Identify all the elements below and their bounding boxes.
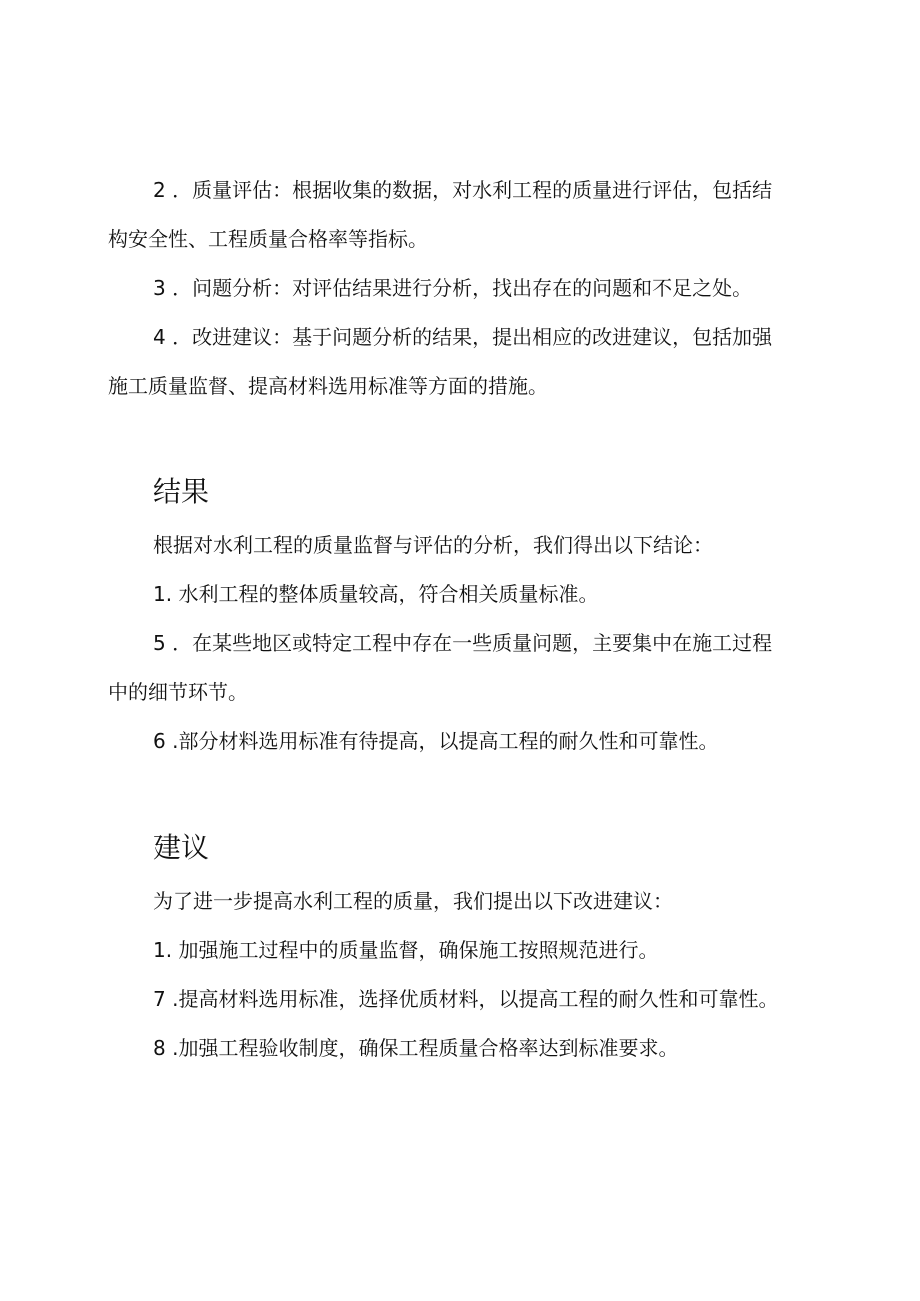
results-intro-text: 根据对水利工程的质量监督与评估的分析，我们得出以下结论： bbox=[153, 533, 713, 557]
suggestions-heading: 建议 bbox=[153, 831, 210, 864]
suggestions-item-7-line1: 7 .提高材料选用标准，选择优质材料，以提高工程的耐久性和可靠性。 bbox=[153, 987, 779, 1011]
method-item-4 bbox=[153, 313, 843, 362]
results-item-5-line1: 5 ．在某些地区或特定工程中存在一些质量问题，主要集中在施工过程 bbox=[153, 631, 773, 655]
method-item-2-line1: 2 ．质量评估：根据收集的数据，对水利工程的质量进行评估，包括结 bbox=[153, 178, 773, 202]
method-item-2-line2: 构安全性、工程质量合格率等指标。 bbox=[108, 227, 428, 251]
suggestions-item-1 bbox=[153, 926, 843, 975]
results-item-5 bbox=[153, 619, 843, 668]
method-item-3 bbox=[153, 264, 843, 313]
suggestions-item-1-line1: 1. 加强施工过程中的质量监督，确保施工按照规范进行。 bbox=[153, 938, 659, 962]
results-item-5-line2: 中的细节环节。 bbox=[108, 680, 248, 704]
suggestions-item-8-line1: 8 .加强工程验收制度，确保工程质量合格率达到标准要求。 bbox=[153, 1036, 679, 1060]
method-item-4-line2: 施工质量监督、提高材料选用标准等方面的措施。 bbox=[108, 374, 548, 398]
results-item-5-continuation bbox=[108, 668, 798, 717]
method-item-4-continuation bbox=[108, 362, 798, 411]
suggestions-intro-text: 为了进一步提高水利工程的质量，我们提出以下改进建议： bbox=[153, 889, 673, 913]
results-intro bbox=[153, 521, 843, 570]
results-item-6 bbox=[153, 717, 843, 766]
suggestions-item-8 bbox=[153, 1024, 843, 1073]
suggestions-intro bbox=[153, 877, 843, 926]
method-item-4-line1: 4 ．改进建议：基于问题分析的结果，提出相应的改进建议，包括加强 bbox=[153, 325, 773, 349]
results-item-1-line1: 1. 水利工程的整体质量较高，符合相关质量标准。 bbox=[153, 582, 599, 606]
method-item-3-line1: 3 ．问题分析：对评估结果进行分析，找出存在的问题和不足之处。 bbox=[153, 276, 753, 300]
method-item-2 bbox=[153, 166, 843, 215]
results-item-1 bbox=[153, 570, 843, 619]
method-item-2-continuation bbox=[108, 215, 798, 264]
suggestions-item-7 bbox=[153, 975, 843, 1024]
results-item-6-line1: 6 .部分材料选用标准有待提高，以提高工程的耐久性和可靠性。 bbox=[153, 729, 719, 753]
results-heading: 结果 bbox=[153, 475, 210, 508]
